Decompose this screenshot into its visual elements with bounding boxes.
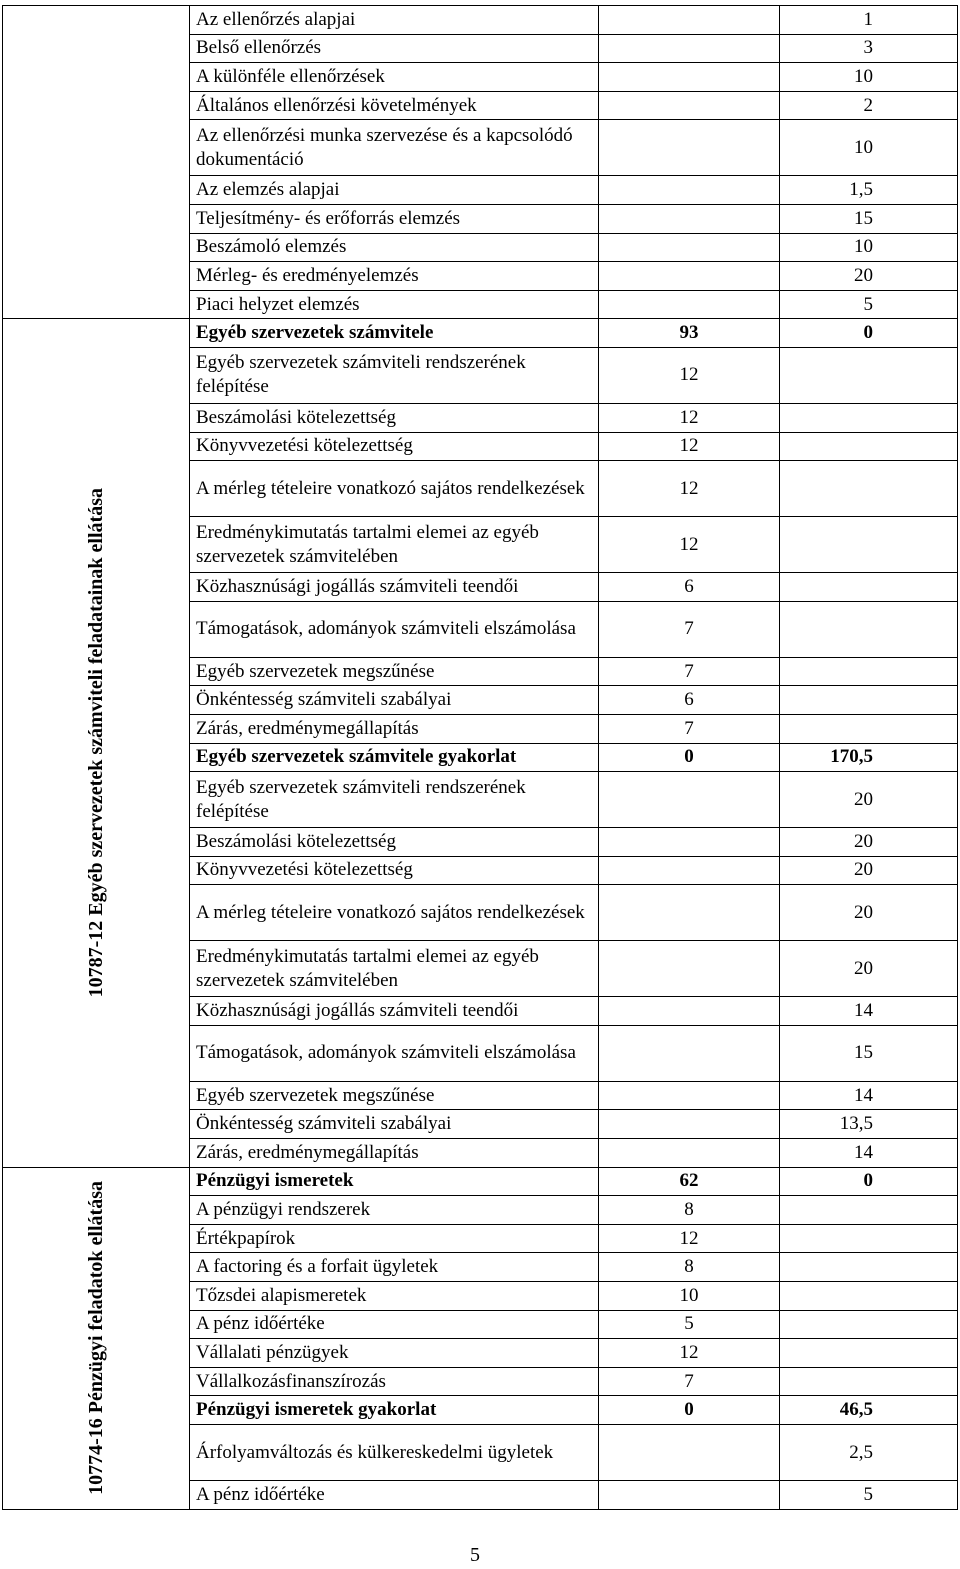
subject-name: Önkéntesség számviteli szabályai	[190, 686, 599, 715]
hours-practice: 10	[780, 233, 958, 262]
subject-name: Könyvvezetési kötelezettség	[190, 856, 599, 885]
empty-module-cell	[3, 6, 190, 319]
hours-practice	[780, 714, 958, 743]
hours-theory: 6	[599, 686, 780, 715]
hours-theory: 10	[599, 1282, 780, 1311]
subject-name: Pénzügyi ismeretek	[190, 1167, 599, 1196]
hours-practice: 20	[780, 941, 958, 997]
hours-practice: 20	[780, 828, 958, 857]
hours-practice: 13,5	[780, 1110, 958, 1139]
hours-theory: 6	[599, 573, 780, 602]
hours-theory	[599, 233, 780, 262]
subject-name: Egyéb szervezetek megszűnése	[190, 1081, 599, 1110]
hours-practice: 0	[780, 1167, 958, 1196]
hours-theory: 62	[599, 1167, 780, 1196]
hours-theory: 7	[599, 714, 780, 743]
hours-practice: 15	[780, 1025, 958, 1081]
subject-name: Vállalkozásfinanszírozás	[190, 1367, 599, 1396]
subject-name: Önkéntesség számviteli szabályai	[190, 1110, 599, 1139]
hours-practice: 2	[780, 91, 958, 120]
hours-theory: 12	[599, 403, 780, 432]
table-row	[3, 319, 958, 348]
hours-theory	[599, 176, 780, 205]
hours-theory	[599, 856, 780, 885]
hours-practice: 20	[780, 772, 958, 828]
hours-theory: 0	[599, 743, 780, 772]
hours-theory: 12	[599, 461, 780, 517]
table-row	[3, 6, 958, 35]
hours-practice: 10	[780, 63, 958, 92]
subject-name: Az elemzés alapjai	[190, 176, 599, 205]
hours-practice: 20	[780, 885, 958, 941]
subject-name: Beszámolási kötelezettség	[190, 828, 599, 857]
hours-practice	[780, 657, 958, 686]
subject-name: Zárás, eredménymegállapítás	[190, 1139, 599, 1168]
subject-name: Belső ellenőrzés	[190, 34, 599, 63]
table-row	[3, 1167, 958, 1196]
hours-practice: 14	[780, 997, 958, 1026]
hours-practice: 1	[780, 6, 958, 35]
hours-practice	[780, 1196, 958, 1225]
hours-practice: 0	[780, 319, 958, 348]
hours-practice: 2,5	[780, 1425, 958, 1481]
hours-practice	[780, 403, 958, 432]
curriculum-hours-table	[2, 5, 958, 1510]
hours-theory	[599, 941, 780, 997]
subject-name: Egyéb szervezetek számviteli rendszerének felépítése	[190, 772, 599, 828]
hours-theory	[599, 290, 780, 319]
hours-practice: 1,5	[780, 176, 958, 205]
subject-name: Mérleg- és eredményelemzés	[190, 262, 599, 291]
hours-practice	[780, 461, 958, 517]
hours-theory	[599, 120, 780, 176]
hours-theory	[599, 34, 780, 63]
hours-theory	[599, 1110, 780, 1139]
hours-practice	[780, 1282, 958, 1311]
hours-practice: 10	[780, 120, 958, 176]
subject-name: Támogatások, adományok számviteli elszámolása	[190, 1025, 599, 1081]
subject-name: A factoring és a forfait ügyletek	[190, 1253, 599, 1282]
hours-theory: 12	[599, 432, 780, 461]
subject-name: Egyéb szervezetek számviteli rendszerének felépítése	[190, 347, 599, 403]
subject-name: Teljesítmény- és erőforrás elemzés	[190, 204, 599, 233]
subject-name: Közhasznúsági jogállás számviteli teendői	[190, 573, 599, 602]
subject-name: A mérleg tételeire vonatkozó sajátos rendelkezések	[190, 461, 599, 517]
hours-practice: 3	[780, 34, 958, 63]
subject-name: Támogatások, adományok számviteli elszámolása	[190, 601, 599, 657]
subject-name: Általános ellenőrzési követelmények	[190, 91, 599, 120]
hours-practice: 15	[780, 204, 958, 233]
subject-name: Eredménykimutatás tartalmi elemei az egyéb szervezetek számvitelében	[190, 517, 599, 573]
subject-name: Piaci helyzet elemzés	[190, 290, 599, 319]
subject-name: Árfolyamváltozás és külkereskedelmi ügyletek	[190, 1425, 599, 1481]
subject-name: Eredménykimutatás tartalmi elemei az egyéb szervezetek számvitelében	[190, 941, 599, 997]
hours-practice	[780, 347, 958, 403]
hours-theory: 5	[599, 1310, 780, 1339]
hours-theory: 12	[599, 347, 780, 403]
hours-practice	[780, 1253, 958, 1282]
module-label: 10787-12 Egyéb szervezetek számviteli feladatainak ellátása	[85, 488, 107, 998]
hours-theory	[599, 1081, 780, 1110]
hours-practice	[780, 1339, 958, 1368]
hours-practice	[780, 1310, 958, 1339]
hours-theory	[599, 63, 780, 92]
hours-practice	[780, 601, 958, 657]
subject-name: Értékpapírok	[190, 1224, 599, 1253]
hours-theory: 93	[599, 319, 780, 348]
hours-theory: 7	[599, 1367, 780, 1396]
subject-name: Pénzügyi ismeretek gyakorlat	[190, 1396, 599, 1425]
hours-theory	[599, 91, 780, 120]
hours-practice	[780, 686, 958, 715]
subject-name: Beszámolási kötelezettség	[190, 403, 599, 432]
hours-theory: 12	[599, 1224, 780, 1253]
hours-practice	[780, 573, 958, 602]
subject-name: Tőzsdei alapismeretek	[190, 1282, 599, 1311]
hours-theory: 8	[599, 1253, 780, 1282]
hours-practice	[780, 517, 958, 573]
subject-name: Beszámoló elemzés	[190, 233, 599, 262]
hours-theory: 0	[599, 1396, 780, 1425]
subject-name: A mérleg tételeire vonatkozó sajátos rendelkezések	[190, 885, 599, 941]
hours-theory: 12	[599, 1339, 780, 1368]
module-label: 10774-16 Pénzügyi feladatok ellátása	[85, 1181, 107, 1496]
subject-name: A különféle ellenőrzések	[190, 63, 599, 92]
subject-name: Vállalati pénzügyek	[190, 1339, 599, 1368]
page-number: 5	[470, 1544, 480, 1566]
hours-theory: 7	[599, 657, 780, 686]
subject-name: A pénzügyi rendszerek	[190, 1196, 599, 1225]
subject-name: Az ellenőrzés alapjai	[190, 6, 599, 35]
hours-theory	[599, 262, 780, 291]
subject-name: Egyéb szervezetek számvitele gyakorlat	[190, 743, 599, 772]
module-label-cell	[3, 1167, 190, 1509]
hours-theory	[599, 6, 780, 35]
hours-theory	[599, 885, 780, 941]
hours-practice: 170,5	[780, 743, 958, 772]
subject-name: Egyéb szervezetek megszűnése	[190, 657, 599, 686]
subject-name: Zárás, eredménymegállapítás	[190, 714, 599, 743]
hours-theory	[599, 1481, 780, 1510]
hours-practice: 5	[780, 1481, 958, 1510]
hours-theory: 8	[599, 1196, 780, 1225]
subject-name: Egyéb szervezetek számvitele	[190, 319, 599, 348]
hours-theory	[599, 204, 780, 233]
hours-practice	[780, 432, 958, 461]
module-label-cell	[3, 319, 190, 1167]
hours-theory	[599, 1139, 780, 1168]
hours-practice: 46,5	[780, 1396, 958, 1425]
hours-practice: 14	[780, 1139, 958, 1168]
subject-name: Az ellenőrzési munka szervezése és a kapcsolódó dokumentáció	[190, 120, 599, 176]
hours-practice: 5	[780, 290, 958, 319]
subject-name: A pénz időértéke	[190, 1481, 599, 1510]
hours-practice: 14	[780, 1081, 958, 1110]
hours-practice	[780, 1224, 958, 1253]
hours-theory	[599, 828, 780, 857]
hours-theory: 7	[599, 601, 780, 657]
hours-practice: 20	[780, 856, 958, 885]
hours-practice	[780, 1367, 958, 1396]
hours-practice: 20	[780, 262, 958, 291]
hours-theory	[599, 997, 780, 1026]
subject-name: Közhasznúsági jogállás számviteli teendői	[190, 997, 599, 1026]
hours-theory	[599, 1425, 780, 1481]
hours-theory	[599, 1025, 780, 1081]
hours-theory	[599, 772, 780, 828]
hours-theory: 12	[599, 517, 780, 573]
subject-name: A pénz időértéke	[190, 1310, 599, 1339]
subject-name: Könyvvezetési kötelezettség	[190, 432, 599, 461]
